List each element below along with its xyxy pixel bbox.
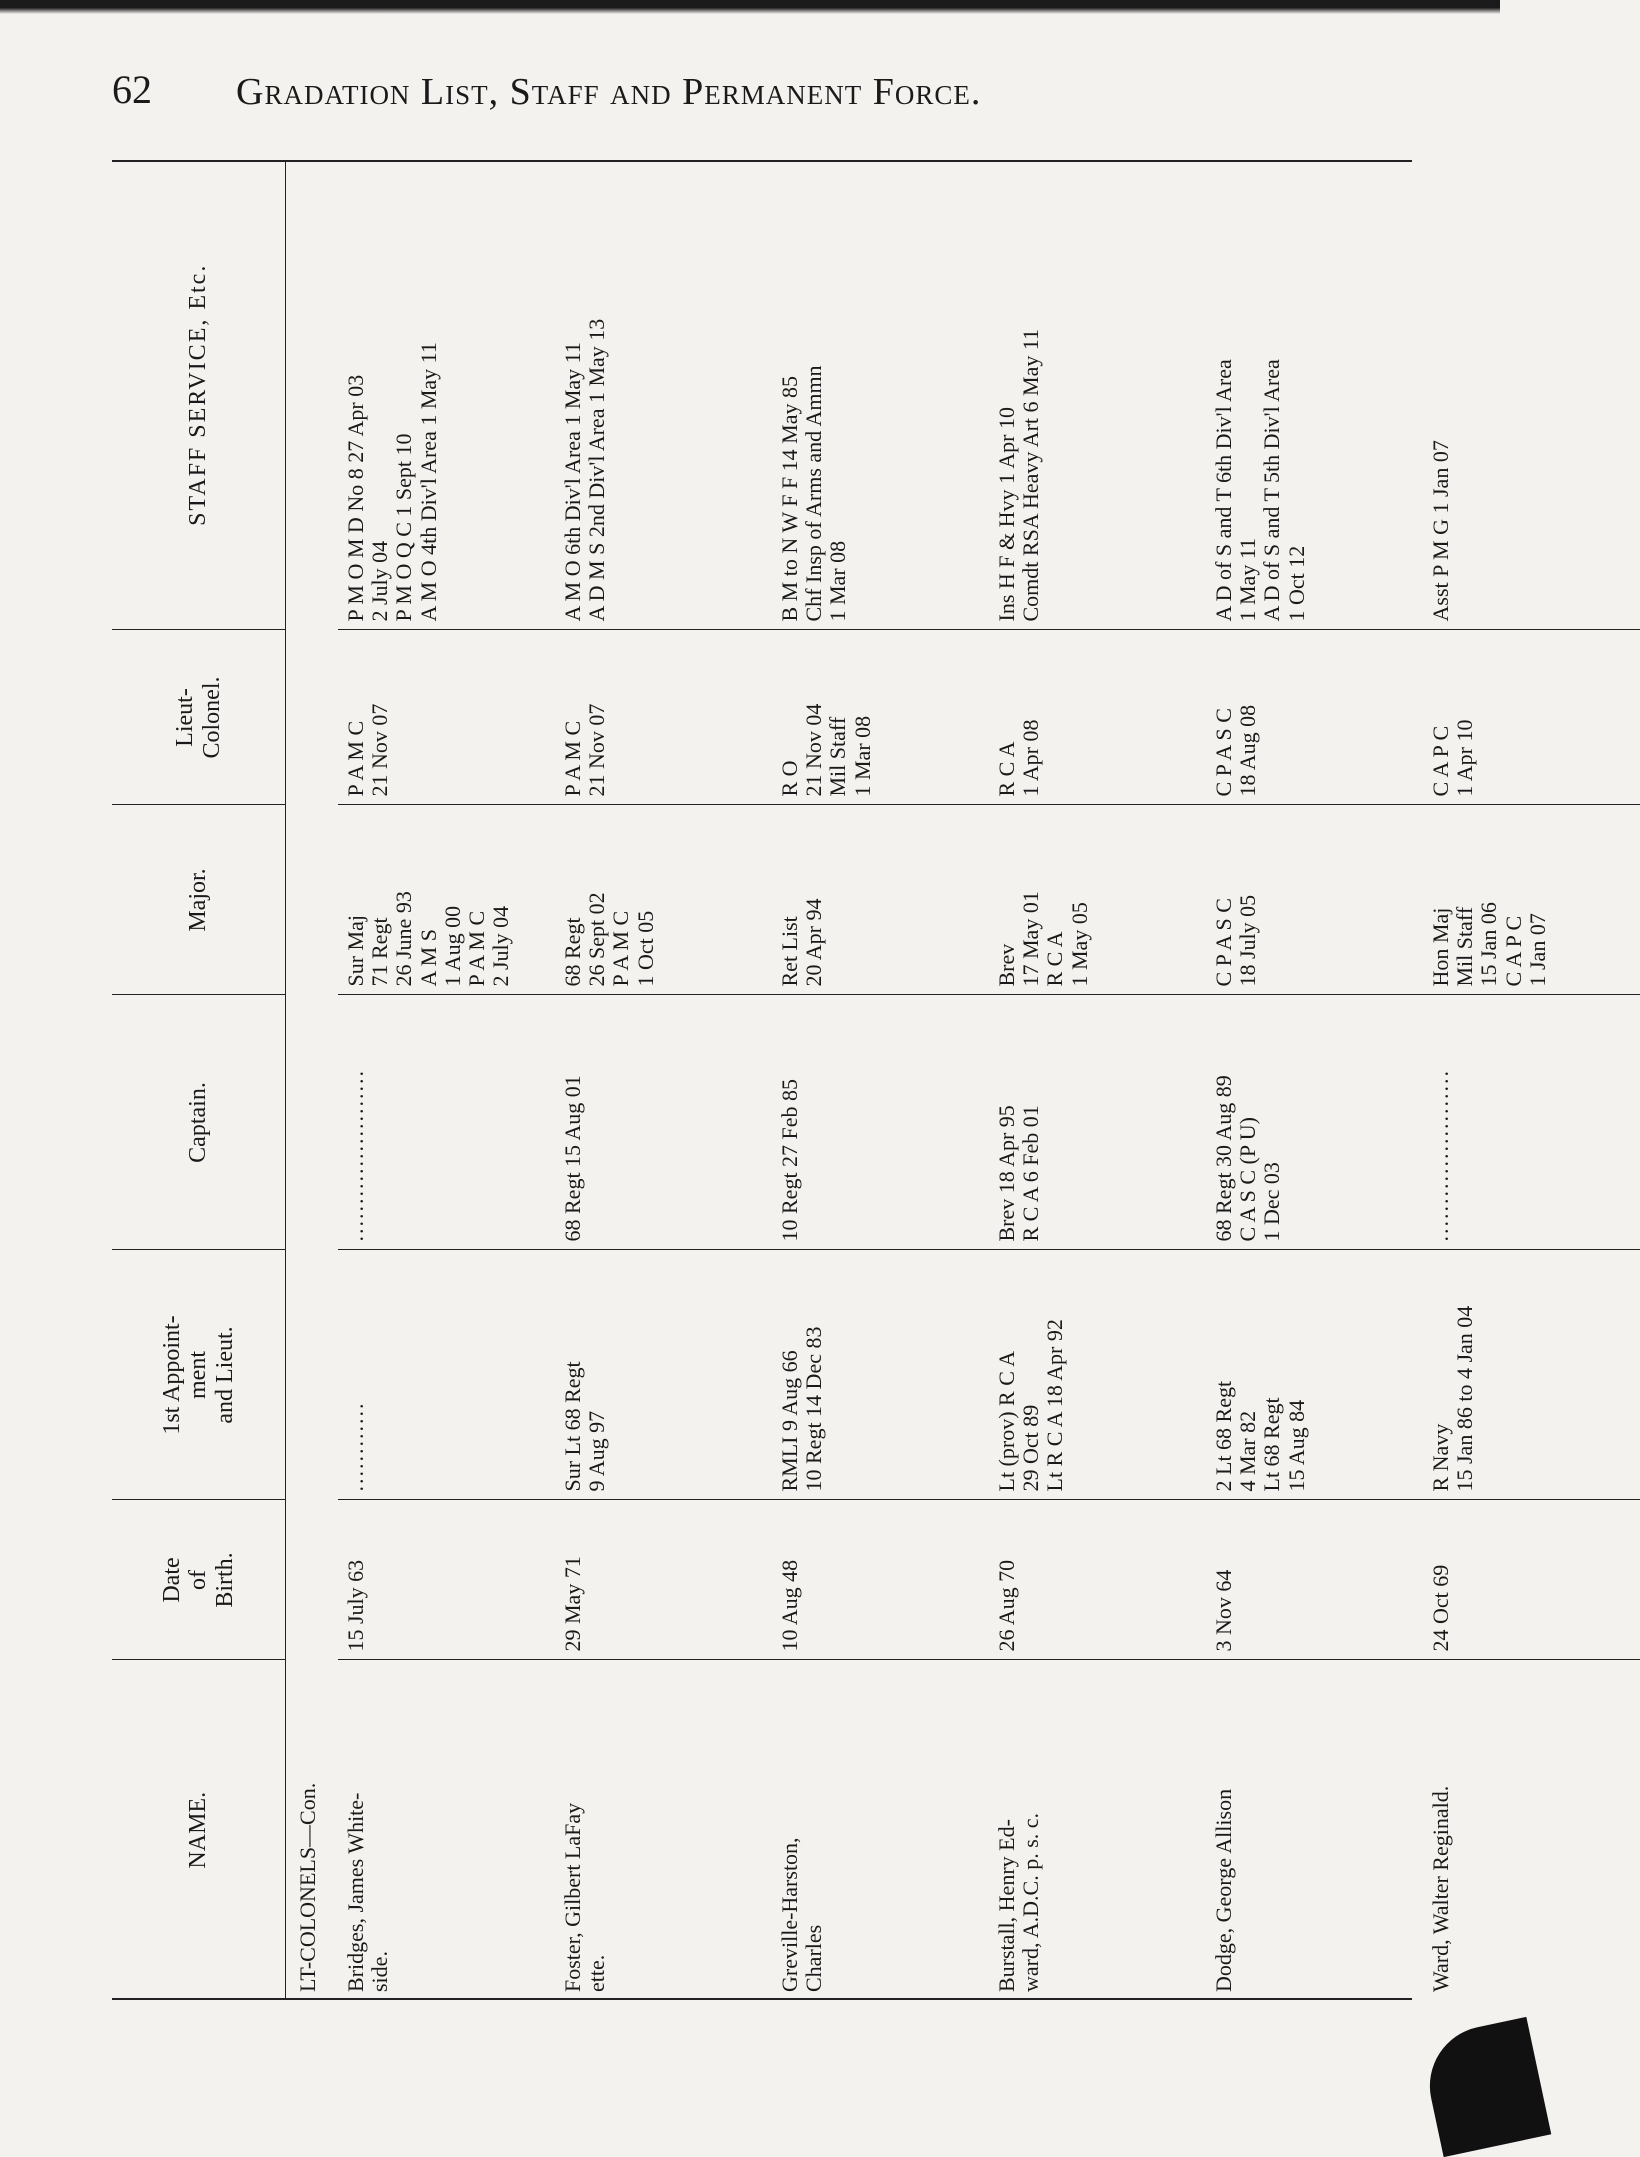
cell-first-appointment: ............ — [338, 1250, 555, 1500]
cell-captain: ....................... — [338, 995, 555, 1250]
cell-name: Greville-Harston, Charles — [772, 1660, 989, 2000]
cell-birth: 3 Nov 64 — [1206, 1500, 1423, 1660]
cell-major: 68 Regt 26 Sept 02 P A M C 1 Oct 05 — [555, 805, 772, 995]
table-row — [1423, 160, 1640, 2000]
cell-first-appointment: Sur Lt 68 Regt 9 Aug 97 — [555, 1250, 772, 1500]
cell-major: Ret List 20 Apr 94 — [772, 805, 989, 995]
cell-lieut-colonel: C A P C 1 Apr 10 — [1423, 630, 1640, 805]
header-row — [112, 160, 286, 2000]
cell-birth: 15 July 63 — [338, 1500, 555, 1660]
cell-staff-service: A M O 6th Div'l Area 1 May 11 A D M S 2nd Div'l Area 1 May 13 — [560, 318, 610, 622]
table-row — [338, 160, 555, 2000]
running-head: Gradation List, Staff and Permanent Force. — [236, 71, 982, 113]
cell-first-appointment: RMLI 9 Aug 66 10 Regt 14 Dec 83 — [772, 1250, 989, 1500]
cell-staff-service: Asst P M G 1 Jan 07 — [1428, 440, 1453, 622]
header-staff-service: STAFF SERVICE, Etc. — [112, 160, 286, 630]
scan-corner-shadow — [1419, 2017, 1552, 2157]
cell-captain: 10 Regt 27 Feb 85 — [772, 995, 989, 1250]
cell-captain: 68 Regt 15 Aug 01 — [555, 995, 772, 1250]
cell-staff-service: B M to N W F F 14 May 85 Chf Insp of Arms and Ammn 1 Mar 08 — [777, 365, 851, 622]
gradation-table — [112, 160, 1640, 2000]
cell-staff-service: P M O M D No 8 27 Apr 03 2 July 04 P M O Q C 1 Sept 10 A M O 4th Div'l Area 1 May 11 — [343, 342, 441, 622]
scan-top-edge — [0, 0, 1500, 14]
cell-birth: 10 Aug 48 — [772, 1500, 989, 1660]
cell-birth: 26 Aug 70 — [989, 1500, 1206, 1660]
table-row — [1206, 160, 1423, 2000]
header-birth: Date of Birth. — [112, 1500, 286, 1660]
header-captain: Captain. — [112, 995, 286, 1250]
gradation-table-frame — [112, 160, 1550, 2000]
header-first-appointment: 1st Appoint- ment and Lieut. — [112, 1250, 286, 1500]
cell-captain: 68 Regt 30 Aug 89 C A S C (P U) 1 Dec 03 — [1206, 995, 1423, 1250]
cell-lieut-colonel: C P A S C 18 Aug 08 — [1206, 630, 1423, 805]
cell-birth: 24 Oct 69 — [1423, 1500, 1640, 1660]
cell-name: Bridges, James White- side. — [338, 1660, 555, 2000]
cell-staff-service: Ins H F & Hvy 1 Apr 10 Comdt RSA Heavy Art 6 May 11 — [994, 328, 1044, 622]
cell-first-appointment: Lt (prov) R C A 29 Oct 89 Lt R C A 18 Apr 92 — [989, 1250, 1206, 1500]
cell-major: Sur Maj 71 Regt 26 June 93 A M S 1 Aug 00 P A M C 2 July 04 — [338, 805, 555, 995]
cell-first-appointment: R Navy 15 Jan 86 to 4 Jan 04 — [1423, 1250, 1640, 1500]
cell-name: Foster, Gilbert LaFay ette. — [555, 1660, 772, 2000]
table-row — [772, 160, 989, 2000]
header-major: Major. — [112, 805, 286, 995]
cell-name: Dodge, George Allison — [1206, 1660, 1423, 2000]
cell-lieut-colonel: P A M C 21 Nov 07 — [555, 630, 772, 805]
cell-captain: Brev 18 Apr 95 R C A 6 Feb 01 — [989, 995, 1206, 1250]
cell-name: Burstall, Henry Ed- ward, A.D.C. p. s. c. — [989, 1660, 1206, 2000]
table-row — [989, 160, 1206, 2000]
cell-first-appointment: 2 Lt 68 Regt 4 Mar 82 Lt 68 Regt 15 Aug 84 — [1206, 1250, 1423, 1500]
cell-lieut-colonel: R C A 1 Apr 08 — [989, 630, 1206, 805]
cell-staff-service: A D of S and T 6th Div'l Area 1 May 11 A D of S and T 5th Div'l Area 1 Oct 12 — [1211, 359, 1309, 622]
cell-birth: 29 May 71 — [555, 1500, 772, 1660]
cell-lieut-colonel: P A M C 21 Nov 07 — [338, 630, 555, 805]
header-lieut-colonel: Lieut- Colonel. — [112, 630, 286, 805]
cell-major: Hon Maj Mil Staff 15 Jan 06 C A P C 1 Jan 07 — [1423, 805, 1640, 995]
page-number: 62 — [112, 67, 152, 112]
section-label: LT-COLONELS—Con. — [295, 1782, 320, 1992]
cell-captain: ....................... — [1423, 995, 1640, 1250]
table-row — [555, 160, 772, 2000]
cell-name: Ward, Walter Reginald. — [1423, 1660, 1640, 2000]
cell-lieut-colonel: R O 21 Nov 04 Mil Staff 1 Mar 08 — [772, 630, 989, 805]
cell-major: Brev 17 May 01 R C A 1 May 05 — [989, 805, 1206, 995]
header-name: NAME. — [112, 1660, 286, 2000]
rotated-table-container — [112, 160, 1550, 2000]
cell-major: C P A S C 18 July 05 — [1206, 805, 1423, 995]
section-row — [286, 160, 339, 2000]
